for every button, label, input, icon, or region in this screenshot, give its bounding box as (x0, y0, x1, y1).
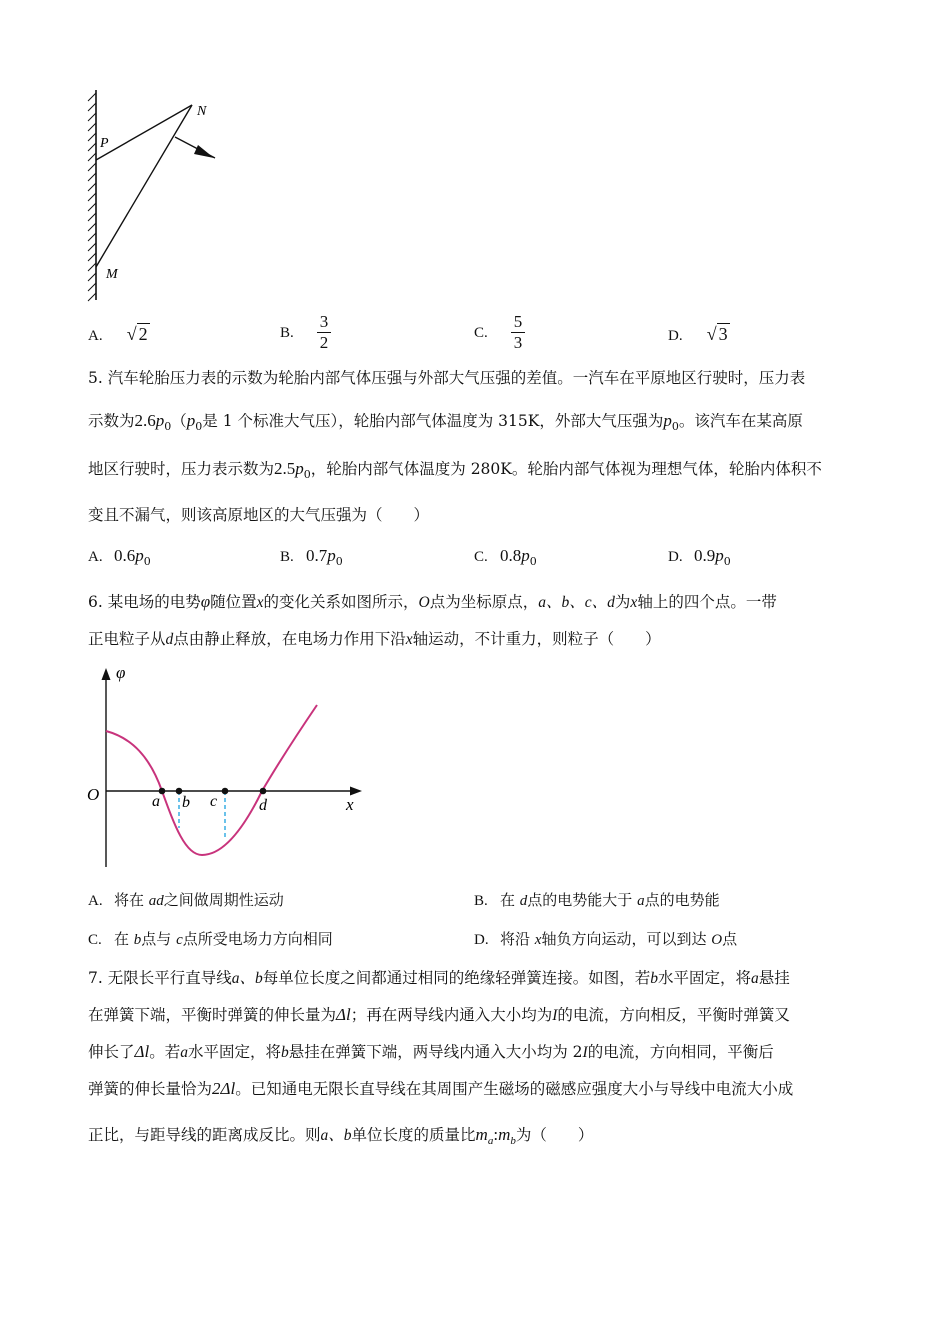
q5-line-4: 变且不漏气，则该高原地区的大气压强为（ ） (88, 506, 430, 524)
q7-line-3: 伸长了Δl。若a水平固定，将b悬挂在弹簧下端，两导线内通入大小均为 2I的电流，方向相同，平衡后 (88, 1042, 774, 1061)
label-n: N (197, 104, 207, 119)
sqrt-value: √ 3 (706, 324, 728, 344)
q6-option-b[interactable]: B. 在 d点的电势能大于 a点的电势能 (474, 891, 720, 909)
option-letter: C. (88, 932, 102, 948)
q6-option-d[interactable]: D. 将沿 x轴负方向运动，可以到达 O点 (474, 930, 738, 948)
option-letter: A. (88, 893, 103, 909)
q6-line-2: 正电粒子从d点由静止释放，在电场力作用下沿x轴运动，不计重力，则粒子（ ） (88, 630, 661, 648)
fraction: $\frac{5}{3}$ (511, 312, 526, 353)
option-letter: B. (474, 893, 488, 909)
option-letter: D. (668, 549, 683, 565)
force-arrowhead (194, 145, 214, 158)
q5-option-a[interactable]: A. $0.6p_0$ (88, 546, 151, 568)
string-pn (96, 105, 192, 160)
label-c: c (210, 793, 218, 810)
q5-option-c[interactable]: C. $0.8p_0$ (474, 546, 537, 568)
q5-line-2: 示数为$2.6p_0(p_0$是 1 个标准大气压），轮胎内部气体温度为 315K，外部大气压强为$p_0$。该汽车在某高原 (88, 411, 803, 434)
label-m: M (106, 267, 118, 282)
q6-option-a[interactable]: A. 将在 ad之间做周期性运动 (88, 891, 284, 909)
option-letter: C. (474, 324, 488, 341)
q5-option-d[interactable]: D. $0.9p_0$ (668, 546, 731, 568)
q6-line-1: 6. 某电场的电势φ随位置x的变化关系如图所示，O点为坐标原点，a、b、c、d为x轴上的四个点。一带 (88, 592, 777, 611)
option-letter: C. (474, 549, 488, 565)
q4-option-d[interactable] (668, 324, 730, 345)
q4-option-b[interactable] (280, 312, 331, 353)
potential-graph (82, 662, 382, 872)
q7-line-1: 7. 无限长平行直导线a、b每单位长度之间都通过相同的绝缘轻弹簧连接。如图，若b水平固定，将a悬挂 (88, 969, 790, 987)
label-a: a (152, 793, 160, 810)
option-letter: A. (88, 328, 103, 344)
fraction: $\frac{3}{2}$ (317, 312, 332, 353)
q5-line-1: 5. 汽车轮胎压力表的示数为轮胎内部气体压强与外部大气压强的差值。一汽车在平原地区行驶时，压力表 (88, 369, 806, 387)
sqrt-value: √ 2 (126, 324, 148, 344)
label-d: d (259, 797, 267, 814)
y-axis-arrowhead (102, 668, 111, 680)
q5-line-3: 地区行驶时，压力表示数为$2.5p_0$，轮胎内部气体温度为 280K。轮胎内部气体视为理想气体，轮胎内体积不 (88, 459, 822, 482)
label-p: P (100, 136, 109, 151)
q4-option-a[interactable] (88, 324, 150, 345)
point-d (260, 788, 267, 795)
label-origin: O (87, 785, 100, 804)
q7-line-4: 弹簧的伸长量恰为2Δl。已知通电无限长直导线在其周围产生磁场的磁感应强度大小与导线中电流大小成 (88, 1079, 794, 1098)
label-phi: φ (116, 663, 126, 682)
point-c (222, 788, 229, 795)
wall-hatching (88, 93, 96, 301)
label-x: x (346, 795, 354, 814)
q6-option-c[interactable]: C. 在 b点与 c点所受电场力方向相同 (88, 930, 333, 948)
option-letter: B. (280, 549, 294, 565)
option-letter: D. (668, 328, 683, 344)
q4-option-c[interactable] (474, 312, 525, 353)
rod-mn (96, 105, 192, 267)
option-letter: A. (88, 549, 103, 565)
q5-option-b[interactable]: B. $0.7p_0$ (280, 546, 343, 568)
option-letter: B. (280, 324, 294, 341)
option-letter: D. (474, 932, 489, 948)
q7-line-2: 在弹簧下端，平衡时弹簧的伸长量为Δl；再在两导线内通入大小均为I的电流，方向相反，平衡时弹簧又 (88, 1005, 790, 1024)
q7-line-5: 正比，与距导线的距离成反比。则a、b单位长度的质量比$m_a:m_b$为（ ） (88, 1125, 594, 1148)
potential-curve (106, 705, 317, 855)
label-b: b (182, 794, 190, 811)
wall-rod-figure (80, 85, 230, 310)
